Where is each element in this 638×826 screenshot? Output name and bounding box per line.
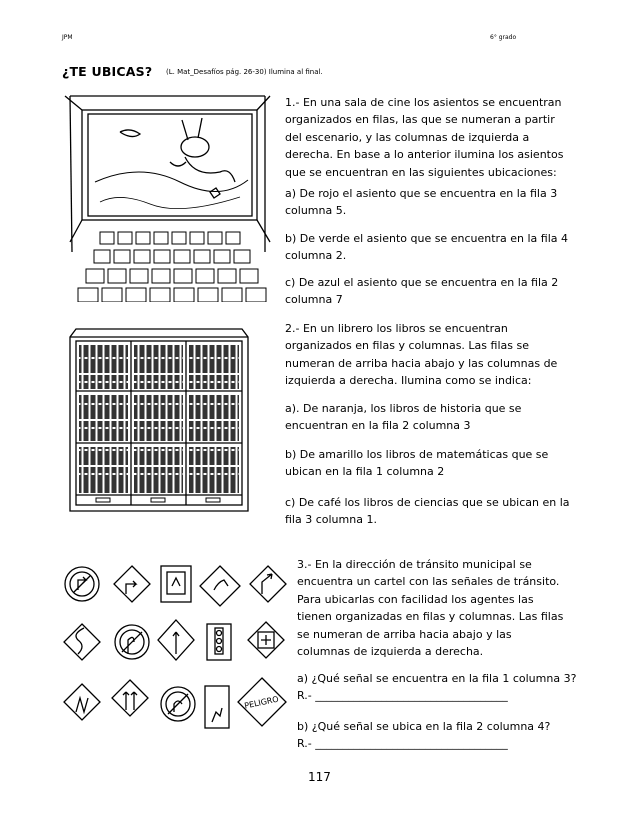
header-right: 6° grado — [490, 34, 517, 41]
header-left: JPM — [62, 34, 73, 41]
section2-item-c: c) De café los libros de ciencias que se ubican en la fila 3 columna 1. — [285, 496, 570, 527]
page-title: ¿TE UBICAS? — [62, 64, 153, 79]
section2-item-a: a). De naranja, los libros de historia que se encuentran en la fila 2 columna 3 — [285, 402, 522, 433]
section3-intro: 3.- En la dirección de tránsito municipal se encuentra un cartel con las señales de tránsito. Para ubicarlas con facilidad los agentes las tienen organizadas en filas y columnas. Las filas se numeran de arriba hacia abajo y las columnas de izquierda a derecha. — [297, 558, 564, 659]
bookshelf-illustration — [62, 327, 252, 517]
traffic-signs-illustration — [62, 562, 287, 747]
section2-intro: 2.- En un librero los libros se encuentran organizados en filas y columnas. Las filas se numeran de arriba hacia abajo y las columnas de izquierda a derecha. Ilumina como se indica: — [285, 322, 558, 388]
section1-item-b: b) De verde el asiento que se encuentra en la fila 4 columna 2. — [285, 232, 569, 263]
section2-item-b: b) De amarillo los libros de matemáticas que se ubican en la fila 1 columna 2 — [285, 448, 549, 479]
cinema-illustration — [60, 92, 275, 302]
section1-item-c: c) De azul el asiento que se encuentra en la fila 2 columna 7 — [285, 276, 559, 307]
section3-question-b: b) ¿Qué señal se ubica en la fila 2 columna 4? — [297, 720, 551, 733]
page-subtitle: (L. Mat_Desafíos pág. 26-30) Ilumina al final. — [166, 68, 323, 76]
section1-item-a: a) De rojo el asiento que se encuentra en la fila 3 columna 5. — [285, 187, 558, 218]
section1-intro: 1.- En una sala de cine los asientos se encuentran organizados en filas, las que se numeran a partir del escenario, y las columnas de izquierda a derecha. En base a lo anterior ilumina los asientos que se encuentran en las siguientes ubicaciones: — [285, 96, 564, 179]
peligro-sign-text: PELIGRO — [243, 694, 280, 711]
section3-answer-b[interactable]: R.- ___________________________________ — [297, 737, 508, 750]
section3-answer-a[interactable]: R.- ___________________________________ — [297, 689, 508, 702]
section3-question-a: a) ¿Qué señal se encuentra en la fila 1 columna 3? — [297, 672, 577, 685]
page-number: 117 — [308, 770, 331, 784]
